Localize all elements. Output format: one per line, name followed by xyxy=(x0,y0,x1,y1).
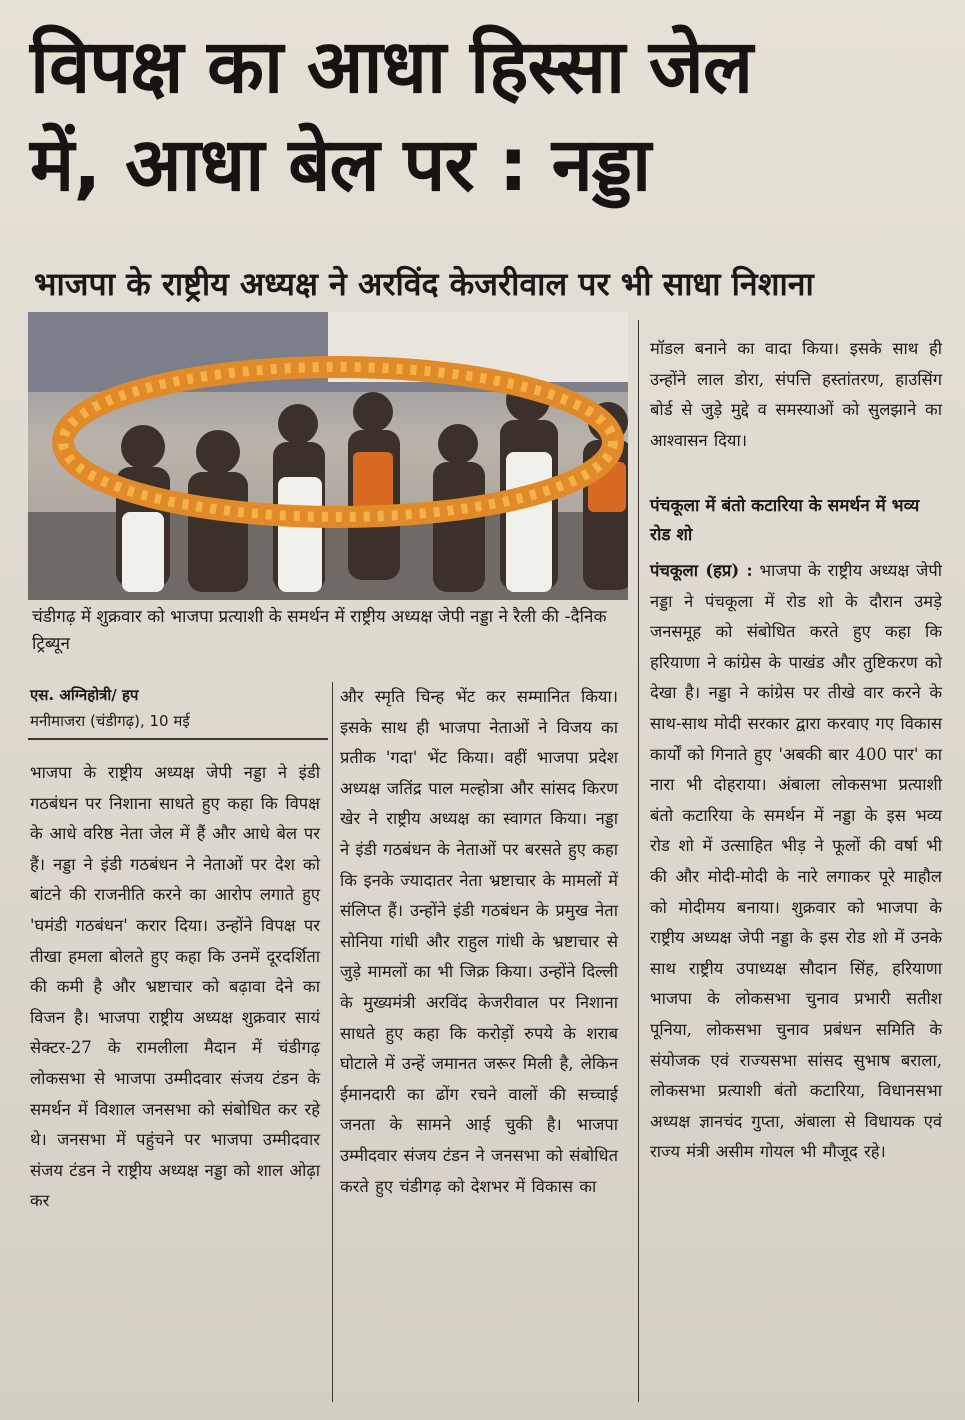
article-text-col3-top: मॉडल बनाने का वादा किया। इसके साथ ही उन्होंने लाल डोरा, संपत्ति हस्तांतरण, हाउसिंग बोर्ड से जुड़े मुद्दे व समस्याओं को सुलझाने का आश्वासन दिया। xyxy=(650,339,942,450)
headline xyxy=(30,18,950,214)
section-heading: पंचकूला में बंतो कटारिया के समर्थन में भव्य रोड शो xyxy=(650,496,920,545)
column-divider-1 xyxy=(332,682,333,1402)
rally-photo xyxy=(28,312,628,600)
article-column-1 xyxy=(30,758,320,1217)
article-text-col2: और स्मृति चिन्ह भेंट कर सम्मानित किया। इसके साथ ही भाजपा नेताओं ने विजय का प्रतीक 'गदा' भेंट किया। वहीं भाजपा प्रदेश अध्यक्ष जतिंद्र पाल मल्होत्रा और सांसद किरण खेर ने राष्ट्रीय अध्यक्ष का स्वागत किया। नड्डा ने इंडी गठबंधन के नेताओं पर बरसते हुए कहा कि इनके ज्यादातर नेता भ्रष्टाचार के मामलों में संलिप्त हैं। उन्होंने इंडी गठबंधन के प्रमुख नेता सोनिया गांधी और राहुल गांधी के भ्रष्टाचार से जुड़े मामलों का भी जिक्र किया। उन्होंने दिल्ली के मुख्यमंत्री अरविंद केजरीवाल पर निशाना साधते हुए कहा कि करोड़ों रुपये के शराब घोटाले में उन्हें जमानत जरूर मिली है, लेकिन ईमानदारी का ढोंग रचने वालों की सच्चाई जनता के सामने आई चुकी है। भाजपा उम्मीदवार संजय टंडन ने जनसभा को संबोधित करते हुए चंडीगढ़ को देशभर में विकास का xyxy=(340,687,618,1196)
article-column-3-body xyxy=(650,556,942,1168)
headline-line-1: विपक्ष का आधा हिस्सा जेल xyxy=(30,24,753,110)
col3-body-text: भाजपा के राष्ट्रीय अध्यक्ष जेपी नड्डा ने पंचकूला में रोड शो के दौरान उमड़े जनसमूह को संबोधित करते हुए कहा कि हरियाणा ने कांग्रेस के पाखंड और तुष्टिकरण को देखा है। नड्डा ने कांग्रेस पर तीखे वार करने के साथ-साथ मोदी सरकार द्वारा करवाए गए विकास कार्यों को गिनाते हुए 'अबकी बार 400 पार' का नारा भी दोहराया। अंबाला लोकसभा प्रत्याशी बंतो कटारिया के समर्थन में नड्डा के इस भव्य रोड शो में उत्साहित भीड़ ने फूलों की वर्षा भी की और मोदी-मोदी के नारे लगाकर पूरे माहौल को मोदीमय बनाया। शुक्रवार को भाजपा के राष्ट्रीय अध्यक्ष जेपी नड्डा के इस रोड शो में उनके साथ राष्ट्रीय उपाध्यक्ष सौदान सिंह, हरियाणा भाजपा के लोकसभा चुनाव प्रभारी सतीश पूनिया, लोकसभा चुनाव प्रबंधन समिति के संयोजक एवं राज्यसभा सांसद सुभाष बराला, लोकसभा प्रत्याशी बंतो कटारिया, विधानसभा अध्यक्ष ज्ञानचंद गुप्ता, अंबाला से विधायक एवं राज्य मंत्री असीम गोयल भी मौजूद रहे। xyxy=(650,561,943,1162)
column-divider-2 xyxy=(638,320,639,1402)
article-column-2 xyxy=(340,682,618,1202)
byline-dateline: मनीमाजरा (चंडीगढ़), 10 मई xyxy=(30,712,190,730)
article-column-3-top xyxy=(650,334,942,456)
byline-divider xyxy=(28,738,328,740)
article-text-col1: भाजपा के राष्ट्रीय अध्यक्ष जेपी नड्डा ने इंडी गठबंधन पर निशाना साधते हुए कहा कि विपक्ष के आधे वरिष्ठ नेता जेल में हैं और आधे बेल पर हैं। नड्डा ने इंडी गठबंधन ने नेताओं पर देश को बांटने की राजनीति करने का आरोप लगाते हुए 'घमंडी गठबंधन' करार दिया। उन्होंने विपक्ष पर तीखा हमला बोलते हुए कहा कि उनमें दूरदर्शिता की कमी है और भ्रष्टाचार को बढ़ावा देने का विजन है। भाजपा राष्ट्रीय अध्यक्ष शुक्रवार सायं सेक्टर-27 के रामलीला मैदान में चंडीगढ़ लोकसभा से भाजपा उम्मीदवार संजय टंडन के समर्थन में विशाल जनसभा को संबोधित कर रहे थे। जनसभा में पहुंचने पर भाजपा उम्मीदवार संजय टंडन ने राष्ट्रीय अध्यक्ष नड्डा को शाल ओढ़ा कर xyxy=(30,763,320,1211)
col3-dateline: पंचकूला (हप्र) : xyxy=(650,561,753,580)
headline-line-2: में, आधा बेल पर : नड्डा xyxy=(30,122,651,208)
rally-photo-illustration xyxy=(28,312,628,600)
byline-author: एस. अग्निहोत्री/ हप xyxy=(30,686,139,704)
byline xyxy=(30,682,330,734)
photo-caption: चंडीगढ़ में शुक्रवार को भाजपा प्रत्याशी के समर्थन में राष्ट्रीय अध्यक्ष जेपी नड्डा ने रैली की -दैनिक ट्रिब्यून xyxy=(32,607,607,654)
subheadline: भाजपा के राष्ट्रीय अध्यक्ष ने अरविंद केजरीवाल पर भी साधा निशाना xyxy=(34,265,814,303)
article-text-col3-body xyxy=(650,556,942,1168)
